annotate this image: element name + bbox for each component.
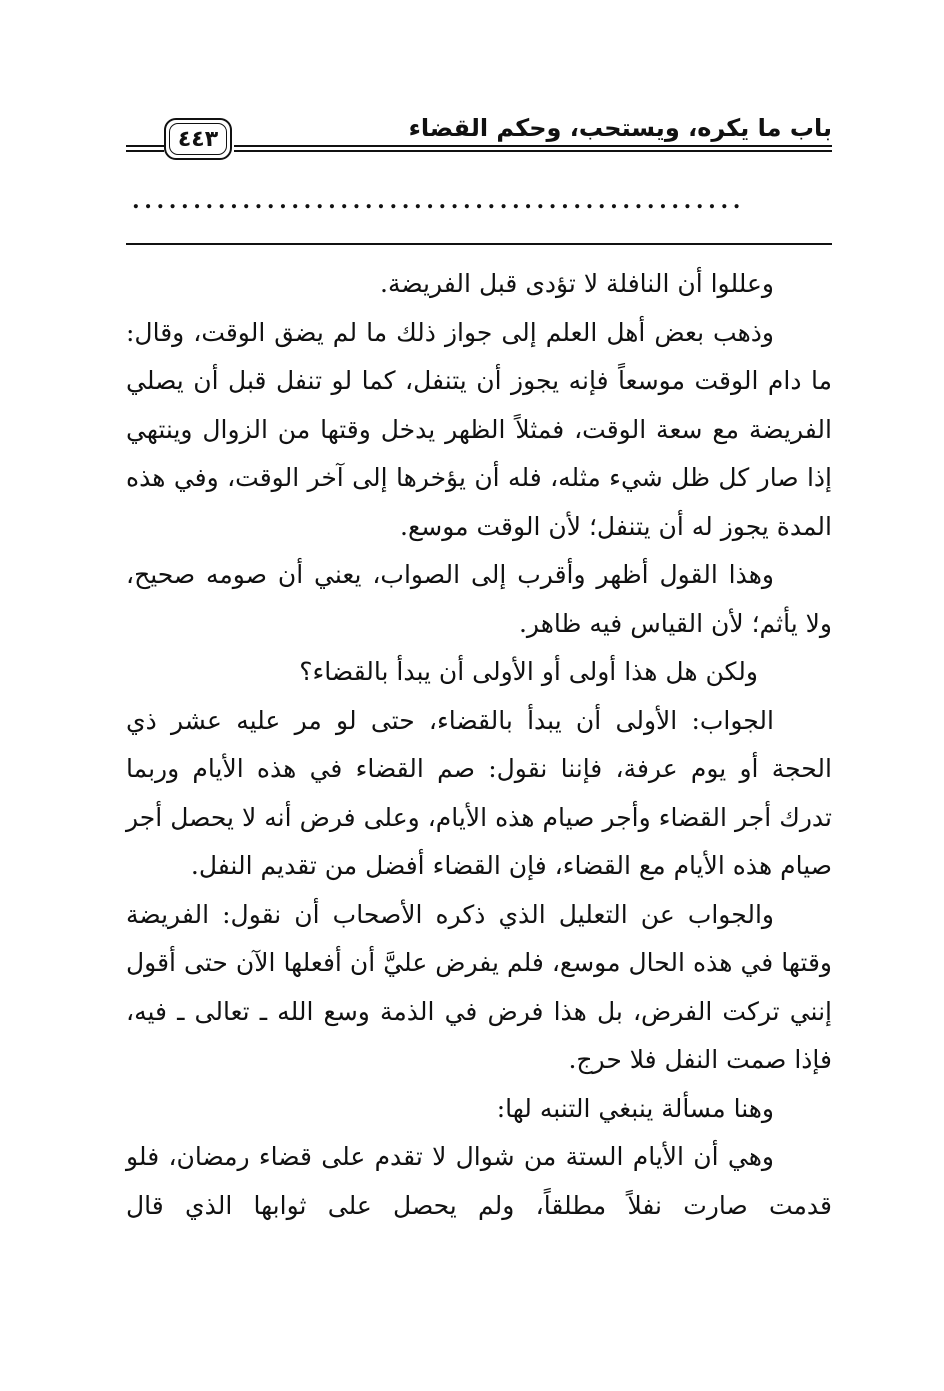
paragraph: وهي أن الأيام الستة من شوال لا تقدم على قضاء رمضان، فلو قدمت صارت نفلاً مطلقاً، ولم يحصل على ثوابها الذي قال <box>126 1142 832 1220</box>
page-header <box>126 112 832 162</box>
paragraph: ولكن هل هذا أولى أو الأولى أن يبدأ بالقضاء؟ <box>299 657 758 686</box>
header-rule-left <box>126 145 164 152</box>
page-number: ٤٤٣ <box>177 126 219 152</box>
paragraph: وعللوا أن النافلة لا تؤدى قبل الفريضة. <box>380 269 774 298</box>
body-text <box>126 260 832 1230</box>
paragraph: وذهب بعض أهل العلم إلى جواز ذلك ما لم يضق الوقت، وقال: ما دام الوقت موسعاً فإنه يجوز أن يتنفل، كما لو تنفل قبل أن يصلي الفريضة مع سعة الوقت، فمثلاً الظهر يدخل وقتها من الزوال وينتهي إذا صار كل ظل شيء مثله، فله أن يؤخرها إلى آخر الوقت، وفي هذه المدة يجوز له أن يتنفل؛ لأن الوقت موسع. <box>126 317 832 541</box>
paragraph: والجواب عن التعليل الذي ذكره الأصحاب أن نقول: الفريضة وقتها في هذه الحال موسع، فلم يفرض عليَّ أن أفعلها الآن حتى أقول إنني تركت الفرض، بل هذا فرض في الذمة وسع الله ـ تعالى ـ فيه، فإذا صمت النفل فلا حرج. <box>126 899 832 1074</box>
ellipsis-dots: .................................................. <box>132 188 745 214</box>
paragraph: وهذا القول أظهر وأقرب إلى الصواب، يعني أن صومه صحيح، ولا يأثم؛ لأن القياس فيه ظاهر. <box>126 560 832 638</box>
paragraph: وهنا مسألة ينبغي التنبه لها: <box>496 1093 774 1123</box>
chapter-title: باب ما يكره، ويستحب، وحكم القضاء <box>401 114 832 142</box>
header-rule-right <box>234 145 832 152</box>
section-separator <box>126 243 832 245</box>
page-number-badge <box>164 118 232 160</box>
paragraph: الجواب: الأولى أن يبدأ بالقضاء، حتى لو مر عليه عشر ذي الحجة أو يوم عرفة، فإننا نقول: صم القضاء في هذه الأيام وربما تدرك أجر القضاء وأجر صيام هذه الأيام، وعلى فرض أنه لا يحصل أجر صيام هذه الأيام مع القضاء، فإن القضاء أفضل من تقديم النفل. <box>126 705 832 880</box>
